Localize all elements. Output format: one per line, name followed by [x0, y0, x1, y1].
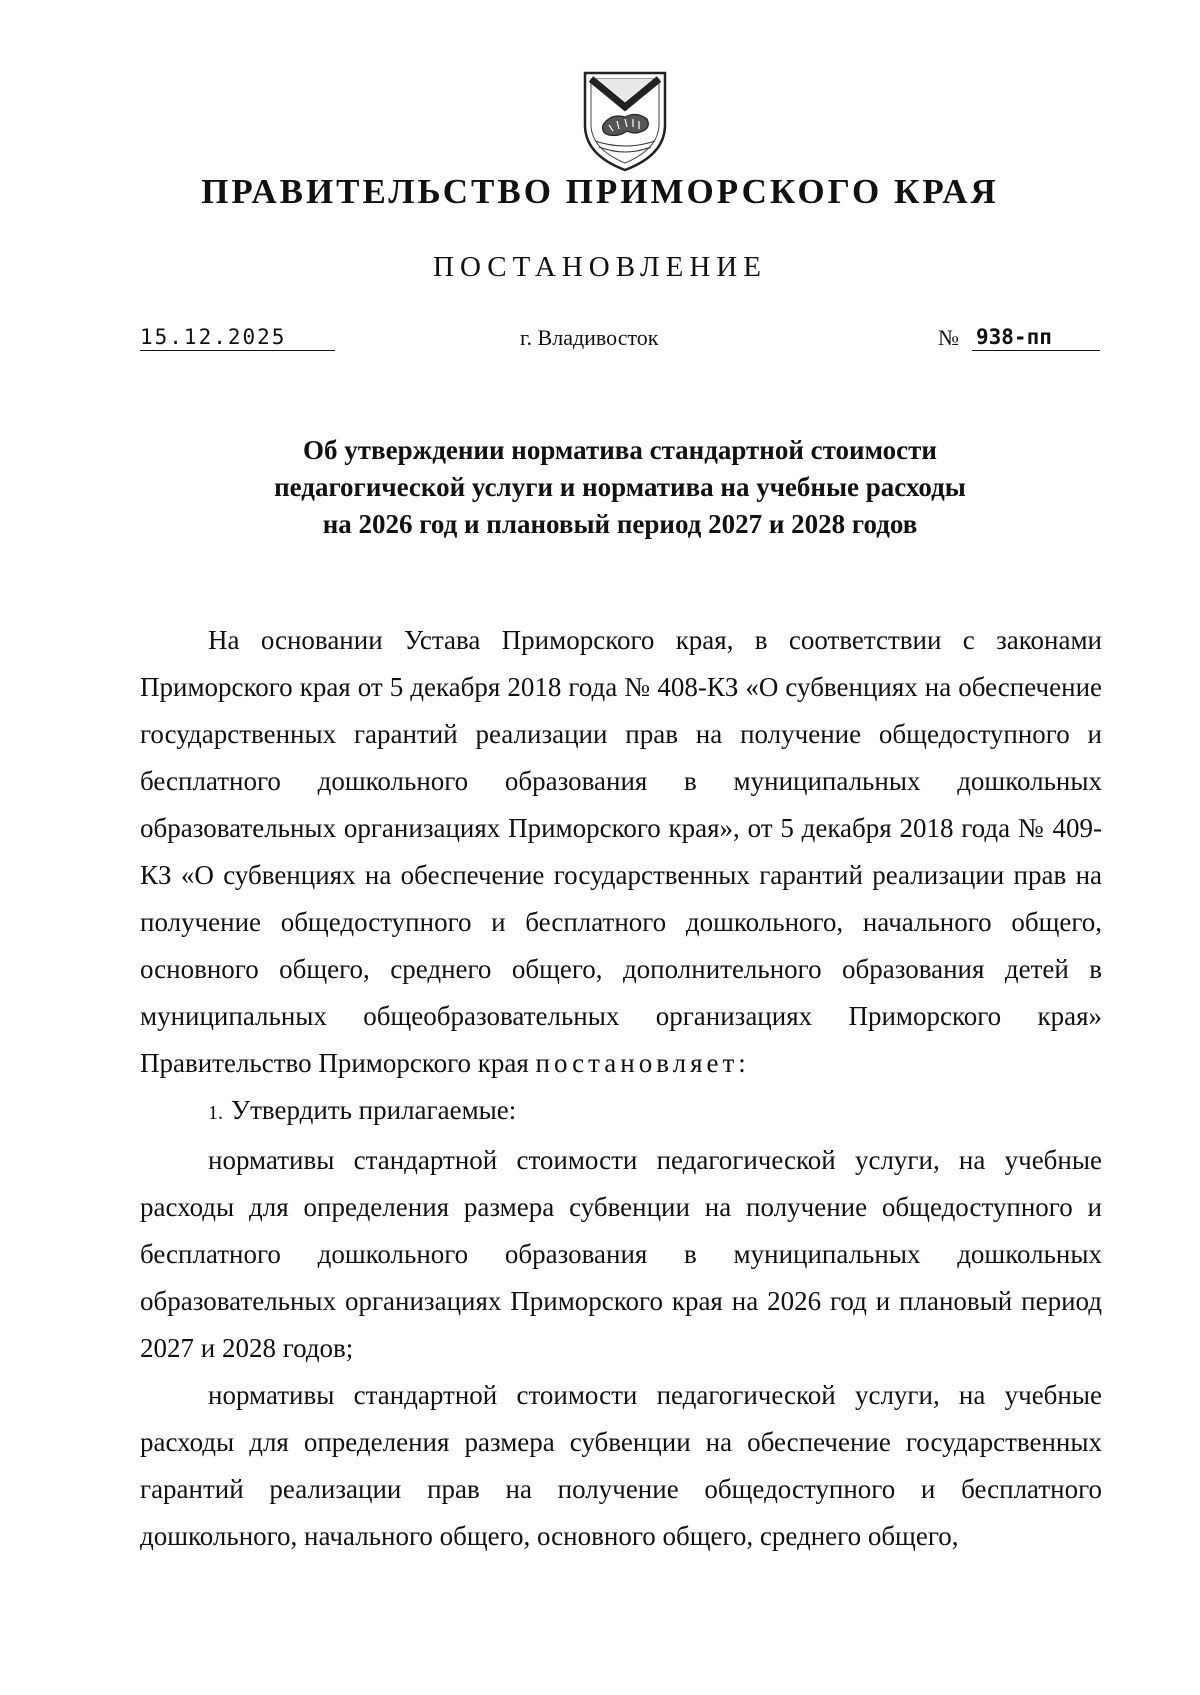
item-1 [140, 1087, 1102, 1137]
document-subject [140, 432, 1100, 543]
subject-line-2: педагогической услуги и норматива на учебные расходы [274, 472, 966, 502]
document-number: 938-пп [972, 325, 1100, 351]
item-1-number: 1. [208, 1102, 223, 1124]
item-1-text: Утвердить прилагаемые: [231, 1095, 517, 1125]
document-body [140, 617, 1102, 1560]
decree-word: постановляет: [535, 1048, 750, 1078]
subject-line-3: на 2026 год и плановый период 2027 и 2028 годов [322, 509, 918, 539]
coat-of-arms-emblem [575, 55, 675, 175]
document-date: 15.12.2025 [140, 325, 335, 351]
government-title: ПРАВИТЕЛЬСТВО ПРИМОРСКОГО КРАЯ [201, 172, 999, 211]
preamble-paragraph [140, 617, 1102, 1087]
paragraph-3: нормативы стандартной стоимости педагогической услуги, на учебные расходы для определения размера субвенции на обеспечение государственных гарантий реализации прав на получение общедоступного и бесплатного дошкольного, начального общего, основного общего, среднего общего, [140, 1380, 1102, 1551]
document-type: ПОСТАНОВЛЕНИЕ [433, 251, 767, 283]
paragraph-2: нормативы стандартной стоимости педагогической услуги, на учебные расходы для определения размера субвенции на получение общедоступного и бесплатного дошкольного образования в муниципальных дошкольных образовательных организациях Приморского края на 2026 год и плановый период 2027 и 2028 годов; [140, 1145, 1102, 1363]
subject-line-1: Об утверждении норматива стандартной стоимости [303, 435, 937, 465]
number-sign: № [938, 325, 959, 350]
document-city: г. Владивосток [520, 325, 659, 350]
preamble-text: На основании Устава Приморского края, в соответствии с законами Приморского края от 5 декабря 2018 года № 408-КЗ «О субвенциях на обеспечение государственных гарантий реализации прав на получение общедоступного и бесплатного дошкольного образования в муниципальных дошкольных образовательных организациях Приморского края», от 5 декабря 2018 года № 409-КЗ «О субвенциях на обеспечение государственных гарантий реализации прав на получение общедоступного и бесплатного дошкольного, начального общего, основного общего, среднего общего, дополнительного образования детей в муниципальных общеобразовательных организациях Приморского края» Правительство Приморского края [140, 625, 1102, 1078]
